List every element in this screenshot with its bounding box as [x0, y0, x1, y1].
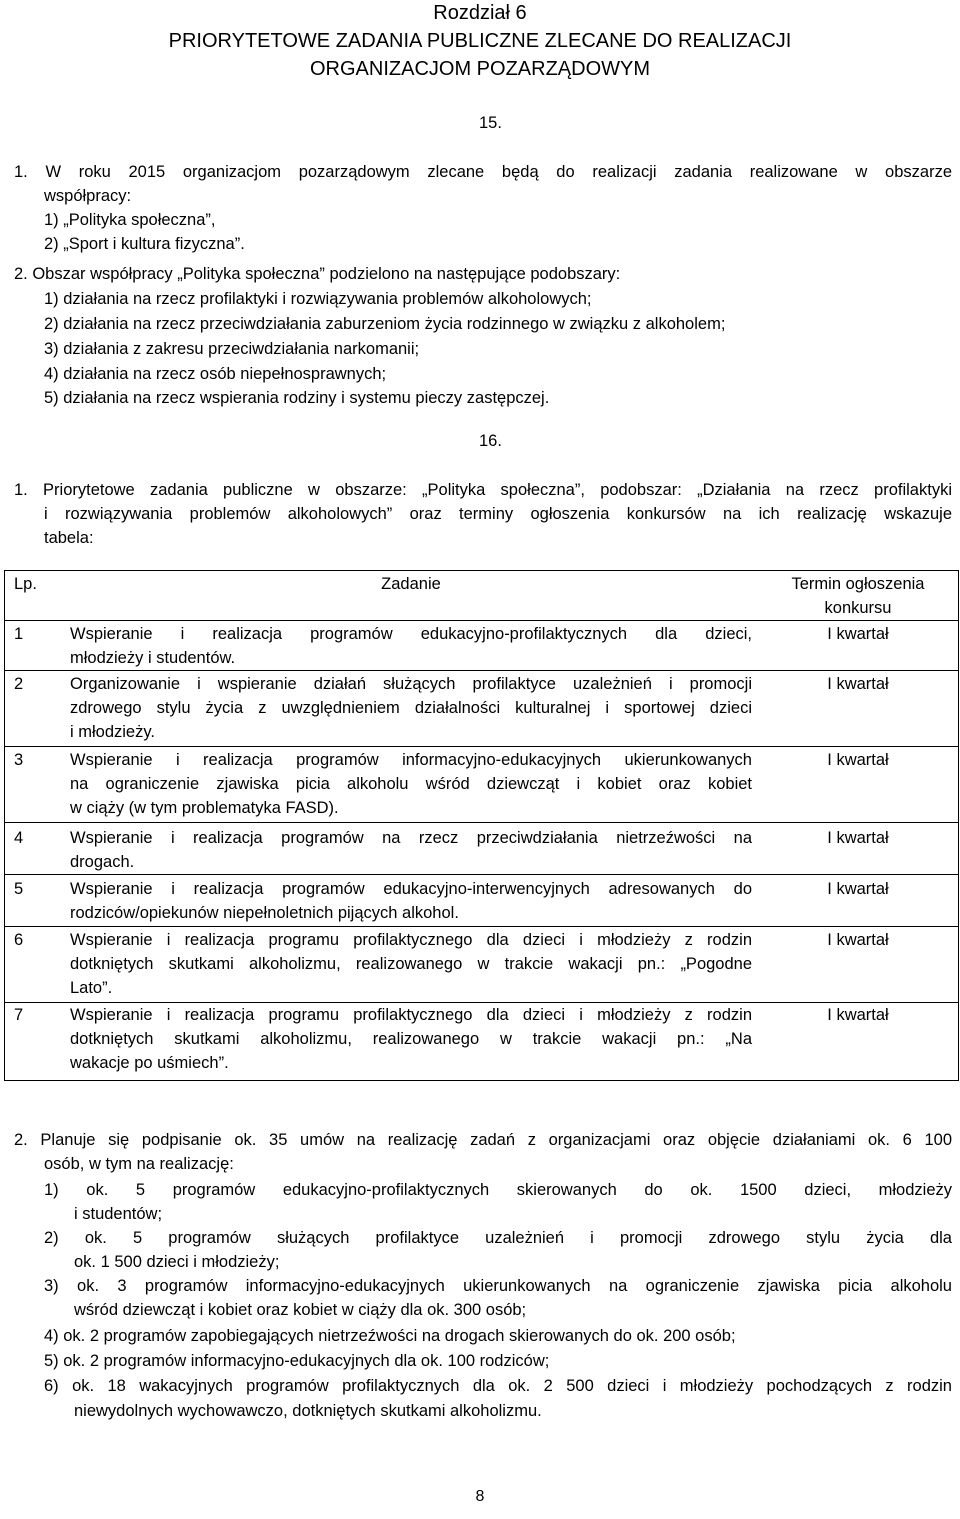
row-lp: 1	[14, 625, 24, 643]
row-lp: 6	[14, 931, 24, 949]
row-term: I kwartał	[827, 931, 889, 949]
list-item: 2) działania na rzecz przeciwdziałania zaburzeniom życia rodzinnego w związku z alkoholem;	[44, 315, 726, 333]
paragraph-15-1-line2: współpracy:	[44, 187, 132, 205]
paragraph-16-1-line2: i rozwiązywania problemów alkoholowych” oraz terminy ogłoszenia konkursów na ich realizację wskazuje	[44, 505, 952, 523]
row-task-line: Lato”.	[70, 979, 113, 997]
row-term: I kwartał	[827, 675, 889, 693]
header-term-line2: konkursu	[824, 599, 892, 617]
list-item: 1) ok. 5 programów edukacyjno-profilaktycznych skierowanych do ok. 1500 dzieci, młodzieży	[44, 1181, 952, 1199]
page-number: 8	[475, 1488, 485, 1505]
row-task-line: wakacje po uśmiech”.	[70, 1054, 229, 1072]
list-item: 1) działania na rzecz profilaktyki i rozwiązywania problemów alkoholowych;	[44, 290, 592, 308]
row-task	[70, 826, 752, 874]
list-item-cont: wśród dziewcząt i kobiet oraz kobiet w ciąży dla ok. 300 osób;	[74, 1301, 527, 1319]
section-number-16: 16.	[479, 432, 502, 450]
paragraph-16-2-line1: 2. Planuje się podpisanie ok. 35 umów na realizację zadań z organizacjami oraz objęcie działaniami ok. 6 100	[14, 1131, 952, 1149]
row-task-line: Wspieranie i realizacja programów na rzecz przeciwdziałania nietrzeźwości na	[70, 829, 752, 847]
table-rule	[4, 926, 958, 927]
row-task-line: Wspieranie i realizacja programu profilaktycznego dla dzieci i młodzieży z rodzin	[70, 1006, 752, 1024]
paragraph-16-1-line1: 1. Priorytetowe zadania publiczne w obszarze: „Polityka społeczna”, podobszar: „Działania na rzecz profilaktyki	[14, 481, 952, 499]
row-task	[70, 672, 752, 744]
paragraph-16-1-line3: tabela:	[44, 529, 94, 547]
chapter-title: Rozdział 6	[433, 2, 527, 24]
list-item: 3) działania z zakresu przeciwdziałania narkomanii;	[44, 340, 420, 358]
chapter-subtitle-line1: PRIORYTETOWE ZADANIA PUBLICZNE ZLECANE DO REALIZACJI	[168, 30, 792, 52]
row-term: I kwartał	[827, 880, 889, 898]
row-task-line: dotkniętych skutkami alkoholizmu, realizowanego w trakcie wakacji pn.: „Na	[70, 1030, 752, 1048]
row-task-line: Wspieranie i realizacja programu profilaktycznego dla dzieci i młodzieży z rodzin	[70, 931, 752, 949]
section-number-15: 15.	[479, 114, 502, 132]
list-item: 1) „Polityka społeczna”,	[44, 211, 216, 229]
header-lp: Lp.	[14, 575, 37, 593]
table-rule	[958, 570, 959, 1081]
row-term: I kwartał	[827, 751, 889, 769]
header-task: Zadanie	[381, 575, 441, 593]
list-item: 6) ok. 18 wakacyjnych programów profilaktycznych dla ok. 2 500 dzieci i młodzieży pochodzących z rodzin	[44, 1377, 952, 1395]
row-task-line: i młodzieży.	[70, 723, 155, 741]
paragraph-16-2-line2: osób, w tym na realizację:	[44, 1155, 234, 1173]
row-task-line: Wspieranie i realizacja programów informacyjno-edukacyjnych ukierunkowanych	[70, 751, 752, 769]
row-task	[70, 622, 752, 670]
row-lp: 7	[14, 1006, 24, 1024]
chapter-subtitle-line2: ORGANIZACJOM POZARZĄDOWYM	[310, 58, 650, 80]
row-term: I kwartał	[827, 625, 889, 643]
row-term: I kwartał	[827, 829, 889, 847]
row-task-line: drogach.	[70, 853, 135, 871]
header-term-line1: Termin ogłoszenia	[791, 575, 925, 593]
header-term	[760, 572, 956, 620]
table-rule	[4, 822, 958, 823]
table-rule	[4, 746, 958, 747]
row-task	[70, 1003, 752, 1075]
row-term: I kwartał	[827, 1006, 889, 1024]
table-rule	[4, 570, 5, 1081]
paragraph-15-2: 2. Obszar współpracy „Polityka społeczna” podzielono na następujące podobszary:	[14, 265, 621, 283]
table-rule	[4, 1080, 958, 1081]
row-task	[70, 877, 752, 925]
row-lp: 5	[14, 880, 24, 898]
list-item: 5) działania na rzecz wspierania rodziny i systemu pieczy zastępczej.	[44, 389, 550, 407]
list-item-cont: niewydolnych wychowawczo, dotkniętych skutkami alkoholizmu.	[74, 1402, 542, 1420]
row-lp: 2	[14, 675, 24, 693]
table-rule	[4, 874, 958, 875]
row-task-line: w ciąży (w tym problematyka FASD).	[70, 799, 339, 817]
list-item: 4) ok. 2 programów zapobiegających nietrzeźwości na drogach skierowanych do ok. 200 osób;	[44, 1327, 736, 1345]
row-task-line: młodzieży i studentów.	[70, 649, 236, 667]
list-item: 2) „Sport i kultura fizyczna”.	[44, 235, 245, 253]
row-task-line: dotkniętych skutkami alkoholizmu, realizowanego w trakcie wakacji pn.: „Pogodne	[70, 955, 752, 973]
row-lp: 4	[14, 829, 24, 847]
row-task-line: rodziców/opiekunów niepełnoletnich pijących alkohol.	[70, 904, 459, 922]
list-item: 4) działania na rzecz osób niepełnosprawnych;	[44, 365, 387, 383]
list-item: 5) ok. 2 programów informacyjno-edukacyjnych dla ok. 100 rodziców;	[44, 1352, 550, 1370]
row-task-line: zdrowego stylu życia z uwzględnieniem działalności kulturalnej i sportowej dzieci	[70, 699, 752, 717]
row-task-line: Organizowanie i wspieranie działań służących profilaktyce uzależnień i promocji	[70, 675, 752, 693]
table-header	[0, 572, 960, 620]
paragraph-15-1-line1: 1. W roku 2015 organizacjom pozarządowym zlecane będą do realizacji zadania realizowane w obszarze	[14, 163, 952, 181]
list-item-cont: ok. 1 500 dzieci i młodzieży;	[74, 1253, 280, 1271]
list-item: 2) ok. 5 programów służących profilaktyce uzależnień i promocji zdrowego stylu życia dla	[44, 1229, 952, 1247]
table-rule	[4, 670, 958, 671]
list-item: 3) ok. 3 programów informacyjno-edukacyjnych ukierunkowanych na ograniczenie zjawiska picia alkoholu	[44, 1277, 952, 1295]
list-item-cont: i studentów;	[74, 1205, 163, 1223]
table-rule	[4, 570, 958, 571]
row-task-line: na ograniczenie zjawiska picia alkoholu wśród dziewcząt i kobiet oraz kobiet	[70, 775, 752, 793]
row-task-line: Wspieranie i realizacja programów edukacyjno-interwencyjnych adresowanych do	[70, 880, 752, 898]
row-task	[70, 748, 752, 820]
row-lp: 3	[14, 751, 24, 769]
row-task-line: Wspieranie i realizacja programów edukacyjno-profilaktycznych dla dzieci,	[70, 625, 752, 643]
table-rule	[4, 620, 958, 621]
row-task	[70, 928, 752, 1000]
